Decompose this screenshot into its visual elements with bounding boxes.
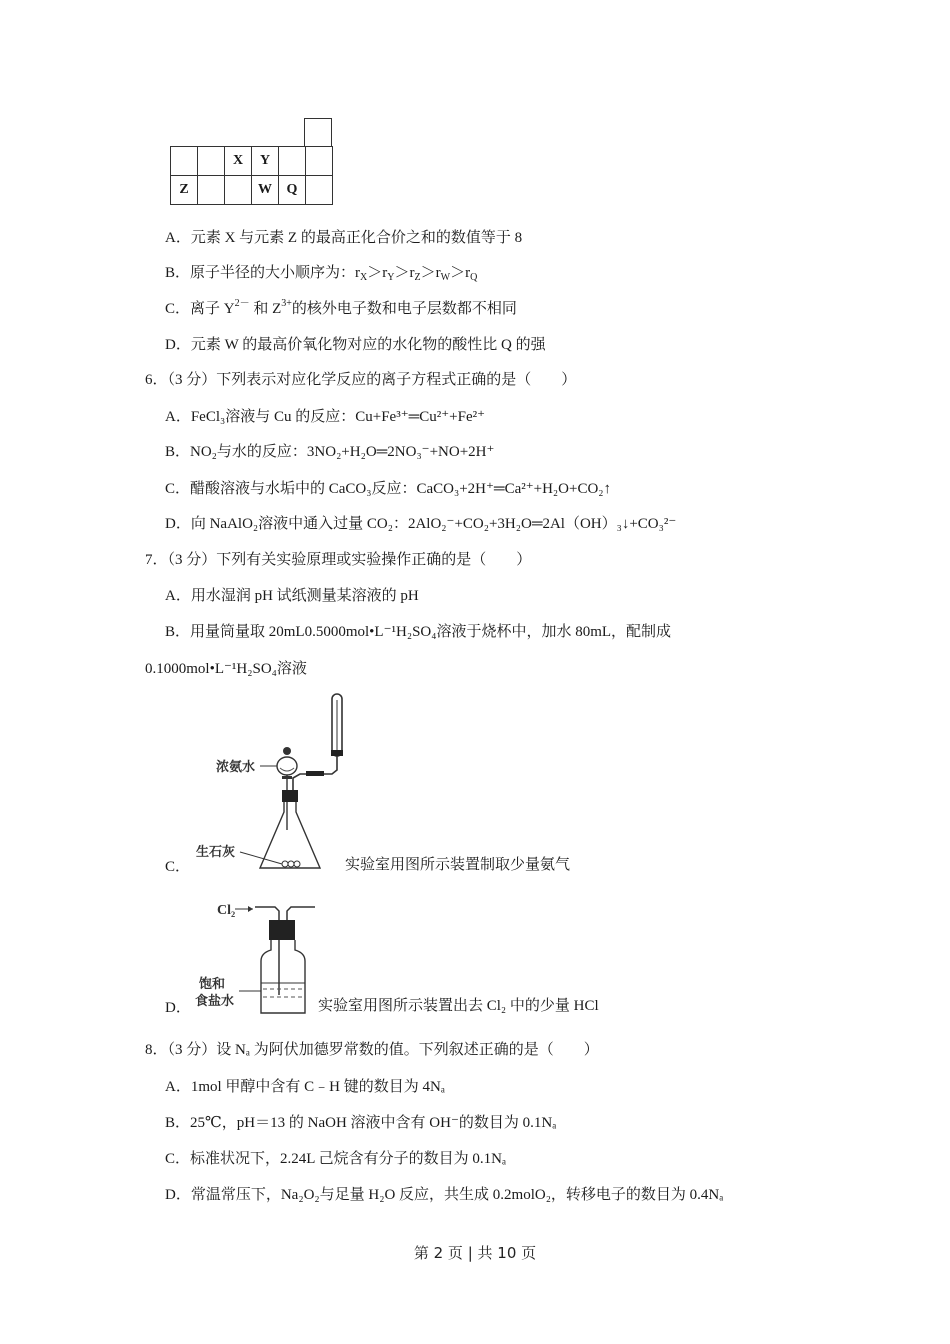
pt-cell xyxy=(225,176,252,205)
label-concentrated-ammonia: 浓氨水 xyxy=(216,760,256,775)
q7-option-d-label: D． xyxy=(165,1000,191,1016)
pt-cell xyxy=(306,147,333,176)
page-footer: 第 2 页 | 共 10 页 xyxy=(413,1244,537,1262)
svg-text:食盐水: 食盐水 xyxy=(195,994,235,1009)
svg-text:饱和: 饱和 xyxy=(199,977,226,992)
q8-option-d: D．常温常压下，Na₂O₂与足量 H₂O 反应，共生成 0.2molO₂，转移电子的数目为 0.4Nₐ xyxy=(165,1187,724,1203)
pt-cell xyxy=(171,147,198,176)
pt-cell xyxy=(198,147,225,176)
ammonia-apparatus-figure xyxy=(190,690,350,880)
pt-cell-q: Q xyxy=(279,176,306,205)
periodic-table-row-2 xyxy=(171,176,333,205)
q6-option-b: B．NO₂与水的反应：3NO₂+H₂O═2NO₃⁻+NO+2H⁺ xyxy=(165,444,495,460)
q5-option-c: C．离子 $Y^{2-}$ 和 $Z^{3+}$的核外电子数和电子层数都不相同 xyxy=(165,298,517,317)
q8-option-a: A．1mol 甲醇中含有 C﹣H 键的数目为 4Nₐ xyxy=(165,1079,445,1095)
pt-cell xyxy=(306,176,333,205)
pt-cell xyxy=(279,147,306,176)
periodic-table-row-1 xyxy=(171,147,333,176)
pt-cell-w: W xyxy=(252,176,279,205)
q7-option-c-label: C． xyxy=(165,859,191,875)
q6-option-c: C．醋酸溶液与水垢中的 CaCO₃反应：CaCO₃+2H⁺═Ca²⁺+H₂O+CO₂↑ xyxy=(165,481,612,497)
pt-cell-x: X xyxy=(225,147,252,176)
q5-option-a: A．元素 X 与元素 Z 的最高正化合价之和的数值等于 8 xyxy=(165,230,523,246)
gas-washing-bottle-figure xyxy=(195,895,325,1020)
q7-option-d-text: 实验室用图所示装置出去 Cl₂ 中的少量 HCl xyxy=(318,998,599,1014)
q7-option-b-continued: 0.1000mol•L⁻¹H₂SO₄溶液 xyxy=(145,661,307,677)
svg-text:Cl₂: Cl₂ xyxy=(217,903,236,918)
q5-option-b: B．原子半径的大小顺序为：$r_X>r_Y>r_Z>r_W>r_Q$ xyxy=(165,265,478,283)
periodic-table-top-cell xyxy=(304,118,332,147)
q7-option-b: B．用量筒量取 20mL0.5000mol•L⁻¹H₂SO₄溶液于烧杯中，加水 80mL，配制成 xyxy=(165,624,672,640)
q5-option-d: D．元素 W 的最高价氧化物对应的水化物的酸性比 Q 的强 xyxy=(165,337,546,353)
pt-cell-z: Z xyxy=(171,176,198,205)
q8-option-b: B．25℃，pH＝13 的 NaOH 溶液中含有 OH⁻的数目为 0.1Nₐ xyxy=(165,1115,557,1131)
pt-cell-y: Y xyxy=(252,147,279,176)
q6-stem: 6．（3 分）下列表示对应化学反应的离子方程式正确的是（ ） xyxy=(145,372,577,388)
q8-stem: 8．（3 分）设 Nₐ 为阿伏加德罗常数的值。下列叙述正确的是（ ） xyxy=(145,1042,599,1058)
q8-option-c: C．标准状况下，2.24L 己烷含有分子的数目为 0.1Nₐ xyxy=(165,1151,507,1167)
q6-option-d: D．向 NaAlO₂溶液中通入过量 CO₂：2AlO₂⁻+CO₂+3H₂O═2Al（OH）₃↓+CO₃²⁻ xyxy=(165,516,677,532)
q7-option-a: A．用水湿润 pH 试纸测量某溶液的 pH xyxy=(165,588,419,604)
periodic-table-figure xyxy=(170,118,333,205)
q7-stem: 7．（3 分）下列有关实验原理或实验操作正确的是（ ） xyxy=(145,552,532,568)
q6-option-a: A．FeCl₃溶液与 Cu 的反应：Cu+Fe³⁺═Cu²⁺+Fe²⁺ xyxy=(165,409,486,425)
pt-cell xyxy=(198,176,225,205)
label-quicklime: 生石灰 xyxy=(196,845,236,860)
q7-option-c-text: 实验室用图所示装置制取少量氨气 xyxy=(345,857,571,873)
